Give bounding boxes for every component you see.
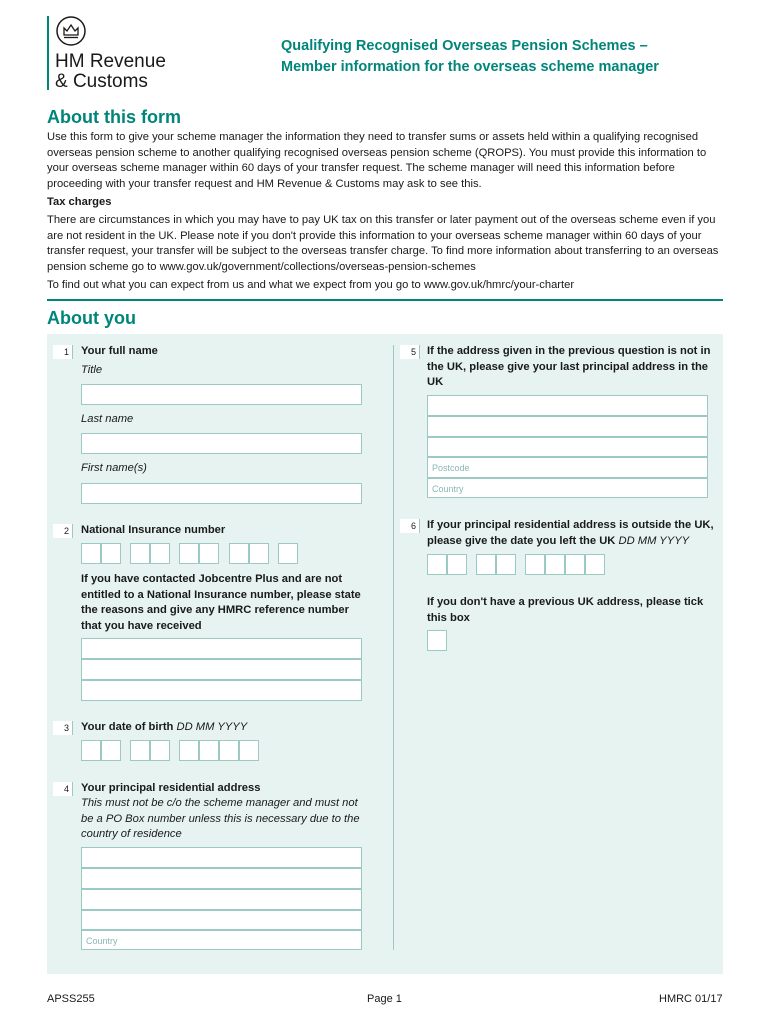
intro-paragraph: Use this form to give your scheme manager the information they need to transfer sums or assets held within a qualifying recognised overseas pension scheme to another qualifying recognised overseas pension scheme (QROPS). You must provide this information to your overseas scheme manager within 60 days of your transfer request. The scheme manager will need this information before proceeding with your transfer request and HM Revenue & Customs may ask to see this. [47,131,707,190]
q1-last-label: Last name [81,413,134,425]
nino-cell[interactable] [81,543,101,564]
form-version: HMRC 01/17 [659,993,723,1005]
dob-cell[interactable] [130,740,150,761]
about-form-heading: About this form [47,107,181,127]
q3-label [81,720,247,736]
q4-note: This must not be c/o the scheme manager and must not be a PO Box number unless this is necessary due to the country of residence [81,797,360,840]
hmrc-logo [55,52,166,92]
uk-country-field[interactable] [427,478,708,498]
uk-address-line[interactable] [427,395,708,416]
uk-country-placeholder: Country [432,484,464,494]
q6-label-text: If your principal residential address is outside the UK, please give the date you left the UK [427,519,714,547]
nino-reason-line[interactable] [81,638,362,659]
form-code: APSS255 [47,993,95,1005]
address-line[interactable] [81,889,362,910]
dob-cell[interactable] [150,740,170,761]
tax-charges-paragraph: There are circumstances in which you may have to pay UK tax on this transfer or later payment out of the overseas scheme even if you are not resident in the UK. Please note if you don't provide this information to your overseas scheme manager within 60 days of your transfer request, your transfer will be subject to the overseas transfer charge. To find more information about transferring to an overseas pension scheme go to www.gov.uk/government/collections/overseas-pension-schemes [47,214,719,273]
nino-cell[interactable] [278,543,298,564]
title-line2: Member information for the overseas scheme manager [281,59,659,75]
column-divider [393,345,394,950]
q4-label: Your principal residential address [81,782,261,794]
nino-cell[interactable] [150,543,170,564]
q3-label-text: Your date of birth [81,721,174,733]
address-line[interactable] [81,868,362,889]
left-uk-date-cell[interactable] [496,554,516,575]
nino-cell[interactable] [101,543,121,564]
q6-format: DD MM YYYY [618,534,690,547]
q2-number: 2 [53,524,73,538]
nino-cell[interactable] [199,543,219,564]
q2-label: National Insurance number [81,524,226,536]
uk-address-line[interactable] [427,416,708,437]
uk-address-line[interactable] [427,437,708,457]
charter-paragraph: To find out what you can expect from us and what we expect from you go to www.gov.uk/hmrc/your-charter [47,279,575,291]
country-field[interactable] [81,930,362,950]
address-line[interactable] [81,910,362,930]
nino-cell[interactable] [229,543,249,564]
address-line[interactable] [81,847,362,868]
section-rule [47,299,723,301]
left-uk-date-cell[interactable] [476,554,496,575]
postcode-field[interactable] [427,457,708,478]
q5-number: 5 [400,345,420,359]
no-uk-address-checkbox[interactable] [427,630,447,651]
nino-reason-line[interactable] [81,680,362,701]
q1-first-label: First name(s) [81,462,147,474]
left-uk-date-cell[interactable] [447,554,467,575]
tax-charges-heading: Tax charges [47,196,112,208]
page-number: Page 1 [367,993,402,1005]
left-uk-date-cell[interactable] [427,554,447,575]
dob-cell[interactable] [101,740,121,761]
crown-icon [56,16,86,46]
q1-label: Your full name [81,345,158,357]
q1-title-label: Title [81,364,103,376]
q4-number: 4 [53,782,73,796]
dob-cell[interactable] [81,740,101,761]
left-uk-date-cell[interactable] [545,554,565,575]
title-line1: Qualifying Recognised Overseas Pension Schemes – [281,38,648,54]
dob-cell[interactable] [179,740,199,761]
logo-line1: HM Revenue [55,51,166,72]
dob-cell[interactable] [219,740,239,761]
q2-sub-label: If you have contacted Jobcentre Plus and are not entitled to a National Insurance number, please state the reasons and give any HMRC reference number that you have received [81,573,361,632]
last-name-field[interactable] [81,433,362,454]
q6-tick-label: If you don't have a previous UK address, please tick this box [427,596,704,624]
postcode-placeholder: Postcode [432,463,470,473]
q5-label: If the address given in the previous question is not in the UK, please give your last principal address in the UK [427,345,711,388]
q6-label [427,518,717,549]
q3-format: DD MM YYYY [176,721,248,733]
nino-cell[interactable] [249,543,269,564]
left-uk-date-cell[interactable] [585,554,605,575]
nino-cell[interactable] [179,543,199,564]
left-uk-date-cell[interactable] [525,554,545,575]
first-name-field[interactable] [81,483,362,504]
about-you-heading: About you [47,308,136,328]
q3-number: 3 [53,721,73,735]
dob-cell[interactable] [199,740,219,761]
q6-number: 6 [400,519,420,533]
q1-number: 1 [53,345,73,359]
logo-line2: & Customs [55,71,148,92]
country-placeholder: Country [86,936,118,946]
left-uk-date-cell[interactable] [565,554,585,575]
nino-cell[interactable] [130,543,150,564]
dob-cell[interactable] [239,740,259,761]
form-title [281,36,659,78]
logo-bar [47,16,49,90]
nino-reason-line[interactable] [81,659,362,680]
title-field[interactable] [81,384,362,405]
